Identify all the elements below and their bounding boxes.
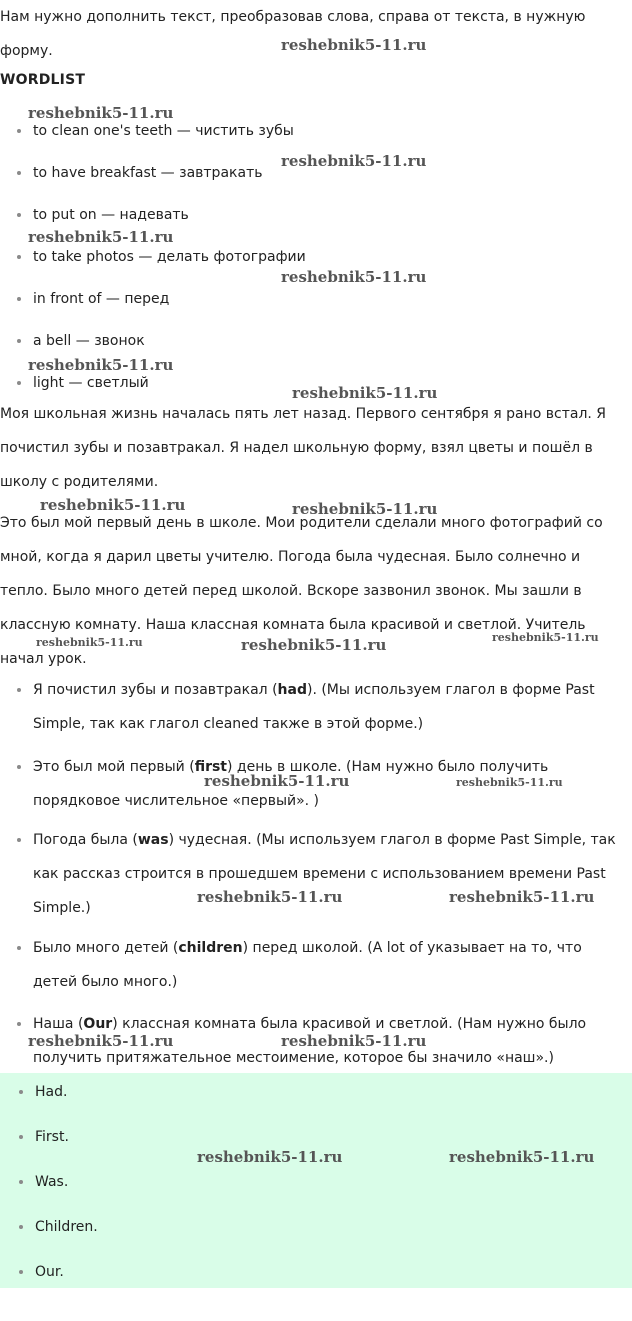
explanation-item: Было много детей (children) перед школой. (A lot of указывает на то, что детей было много.) <box>33 931 628 999</box>
translation-paragraph-2: Это был мой первый день в школе. Мои родители сделали много фотографий со мной, когда я дарил цветы учителю. Погода была чудесная. Было солнечно и тепло. Было много детей перед школой. Вскоре зазвонил звонок. Мы зашли в классную комнату. Наша классная комната была красивой и светлой. Учитель начал урок. <box>0 515 603 667</box>
answer-word: had <box>277 682 307 698</box>
watermark: reshebnik5-11.ru <box>281 268 427 286</box>
watermark: reshebnik5-11.ru <box>449 1148 595 1166</box>
watermark: reshebnik5-11.ru <box>197 888 343 906</box>
watermark: reshebnik5-11.ru <box>28 104 174 122</box>
watermark: reshebnik5-11.ru <box>28 1032 174 1050</box>
explanation-item: Наша (Our) классная комната была красивой и светлой. (Нам нужно было получить притяжательное местоимение, которое бы значило «наш».) <box>33 1007 628 1075</box>
answer-item: Our. <box>35 1260 64 1284</box>
watermark: reshebnik5-11.ru <box>281 152 427 170</box>
wordlist-item: to put on — надевать <box>33 198 628 232</box>
watermark: reshebnik5-11.ru <box>197 1148 343 1166</box>
wordlist-item: in front of — перед <box>33 282 628 316</box>
watermark: reshebnik5-11.ru <box>492 631 599 644</box>
answer-word: Our <box>83 1016 113 1032</box>
explanation-item: Это был мой первый (first) день в школе. (Нам нужно было получить порядковое числительное «первый». ) <box>33 750 628 818</box>
watermark: reshebnik5-11.ru <box>40 496 186 514</box>
explanation-item: Погода была (was) чудесная. (Мы используем глагол в форме Past Simple, так как рассказ строится в прошедшем времени с использованием времени Past Simple.) <box>33 823 628 925</box>
answer-item: Children. <box>35 1215 98 1239</box>
answer-word: children <box>178 940 243 956</box>
watermark: reshebnik5-11.ru <box>281 36 427 54</box>
wordlist-item: to have breakfast — завтракать <box>33 156 628 190</box>
wordlist-item: to clean one's teeth — чистить зубы <box>33 114 628 148</box>
wordlist-item: light — светлый <box>33 366 628 400</box>
answer-word: first <box>194 759 227 775</box>
watermark: reshebnik5-11.ru <box>28 228 174 246</box>
watermark: reshebnik5-11.ru <box>204 772 350 790</box>
wordlist-heading: WORDLIST <box>0 72 86 88</box>
intro-text: Нам нужно дополнить текст, преобразовав слова, справа от текста, в нужную форму. <box>0 9 586 59</box>
watermark: reshebnik5-11.ru <box>28 356 174 374</box>
explanation-item: Я почистил зубы и позавтракал (had). (Мы используем глагол в форме Past Simple, так как глагол cleaned также в этой форме.) <box>33 673 628 741</box>
watermark: reshebnik5-11.ru <box>292 384 438 402</box>
watermark: reshebnik5-11.ru <box>281 1032 427 1050</box>
answer-item: First. <box>35 1125 69 1149</box>
wordlist-item: to take photos — делать фотографии <box>33 240 628 274</box>
answer-item: Was. <box>35 1170 68 1194</box>
watermark: reshebnik5-11.ru <box>449 888 595 906</box>
wordlist-item: a bell — звонок <box>33 324 628 358</box>
answer-word: was <box>137 832 169 848</box>
translation-paragraph-1: Моя школьная жизнь началась пять лет назад. Первого сентября я рано встал. Я почистил зубы и позавтракал. Я надел школьную форму, взял цветы и пошёл в школу с родителями. <box>0 406 607 490</box>
watermark: reshebnik5-11.ru <box>292 500 438 518</box>
watermark: reshebnik5-11.ru <box>241 636 387 654</box>
answer-item: Had. <box>35 1080 67 1104</box>
answers-box <box>0 1073 632 1288</box>
watermark: reshebnik5-11.ru <box>456 776 563 789</box>
watermark: reshebnik5-11.ru <box>36 636 143 649</box>
